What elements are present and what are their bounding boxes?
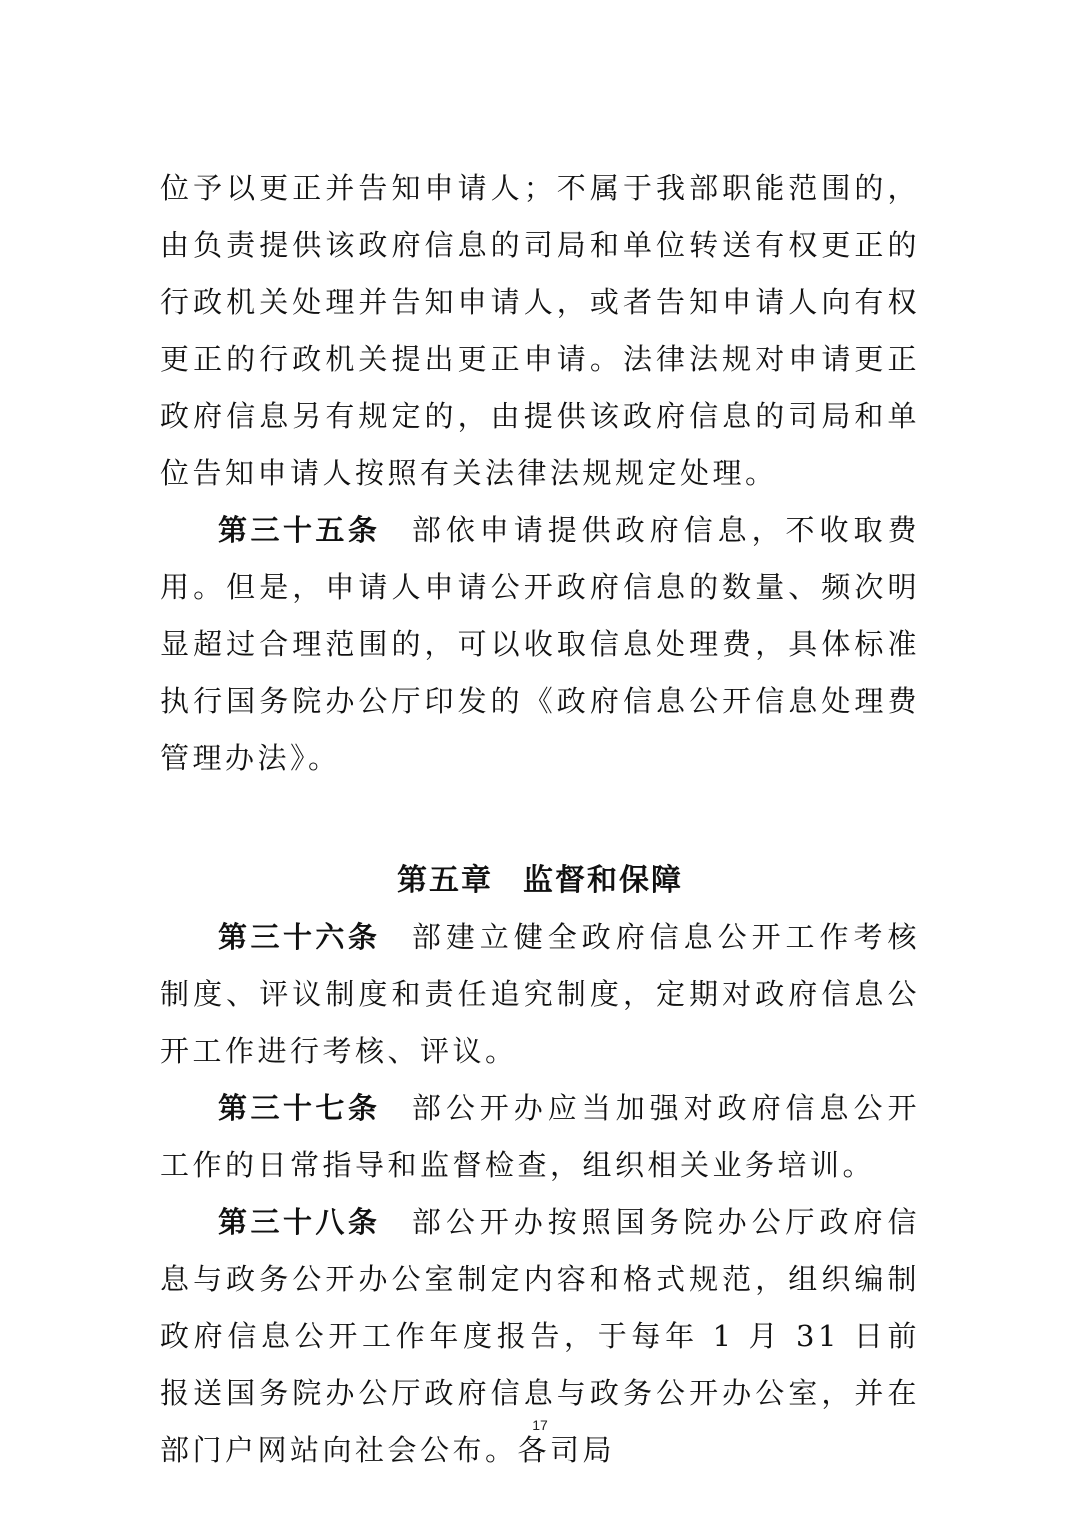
continuation-paragraph: 位予以更正并告知申请人；不属于我部职能范围的，由负责提供该政府信息的司局和单位转送有权更正的行政机关处理并告知申请人，或者告知申请人向有权更正的行政机关提出更正申请。法律法规对申请更正政府信息另有规定的，由提供该政府信息的司局和单位告知申请人按照有关法律法规规定处理。 bbox=[160, 171, 920, 490]
article-text: 部建立健全政府信息公开工作考核制度、评议制度和责任追究制度，定期对政府信息公开工作进行考核、评议。 bbox=[160, 920, 920, 1068]
document-body bbox=[160, 160, 920, 1479]
article-number: 第三十六条 bbox=[218, 920, 381, 954]
article-number: 第三十七条 bbox=[218, 1091, 381, 1125]
article-38 bbox=[160, 1194, 920, 1479]
article-37 bbox=[160, 1080, 920, 1194]
article-35 bbox=[160, 502, 920, 787]
article-number: 第三十五条 bbox=[218, 513, 381, 547]
article-text: 部公开办按照国务院办公厅政府信息与政务公开办公室制定内容和格式规范，组织编制政府信息公开工作年度报告，于每年 1 月 31 日前报送国务院办公厅政府信息与政务公开办公室，并在部门户网站向社会公布。各司局 bbox=[160, 1205, 920, 1467]
chapter-heading bbox=[160, 852, 920, 909]
article-text: 部公开办应当加强对政府信息公开工作的日常指导和监督检查，组织相关业务培训。 bbox=[160, 1091, 920, 1182]
article-text: 部依申请提供政府信息，不收取费用。但是，申请人申请公开政府信息的数量、频次明显超过合理范围的，可以收取信息处理费，具体标准执行国务院办公厅印发的《政府信息公开信息处理费管理办法》。 bbox=[160, 513, 920, 775]
chapter-number: 第五章 bbox=[397, 863, 493, 898]
article-36 bbox=[160, 909, 920, 1080]
page-number: 17 bbox=[532, 1417, 548, 1433]
article-number: 第三十八条 bbox=[218, 1205, 381, 1239]
chapter-title: 监督和保障 bbox=[523, 863, 683, 898]
